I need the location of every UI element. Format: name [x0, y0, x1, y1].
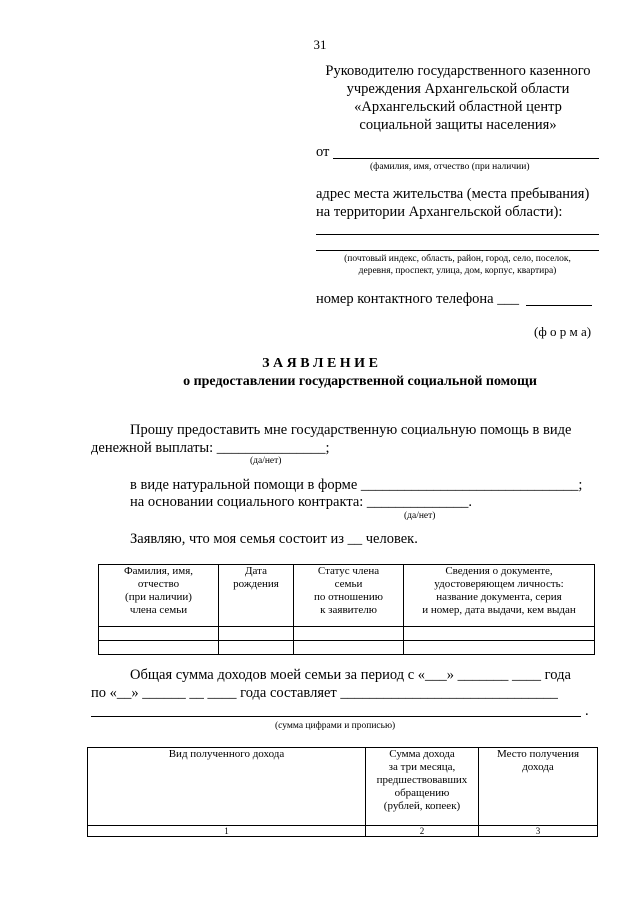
- addressee-line: «Архангельский областной центр: [354, 99, 562, 115]
- income-line-1: Общая сумма доходов моей семьи за период с «___» _______ ____ года: [130, 667, 571, 683]
- header-text: к заявителю: [320, 604, 377, 616]
- table-cell[interactable]: [219, 627, 294, 641]
- header-text: по отношению: [313, 591, 384, 603]
- sum-hint: (сумма цифрами и прописью): [275, 721, 396, 731]
- form-note: (ф о р м а): [534, 324, 592, 339]
- table-cell[interactable]: [99, 641, 219, 655]
- header-text: Место получения: [496, 748, 580, 760]
- header-cell: [219, 565, 294, 627]
- contract-line: на основании социального контракта: ______________.: [130, 494, 473, 510]
- header-text: удостоверяющем личность:: [434, 578, 564, 590]
- table-cell[interactable]: [404, 627, 595, 641]
- column-number: 1: [88, 826, 366, 837]
- header-cell: [404, 565, 595, 627]
- header-cell: [88, 748, 366, 826]
- header-text: Сведения о документе,: [445, 565, 553, 577]
- header-cell: [294, 565, 404, 627]
- from-label: от: [316, 144, 330, 160]
- table-cell[interactable]: [294, 641, 404, 655]
- header-text: название документа, серия: [436, 591, 562, 603]
- addressee-block: [316, 62, 600, 134]
- address-label-2: на территории Архангельской области):: [316, 204, 563, 220]
- fio-hint: (фамилия, имя, отчество (при наличии): [370, 162, 530, 172]
- table-header-row: [88, 748, 598, 826]
- fio-field[interactable]: [333, 158, 599, 159]
- table-cell[interactable]: [404, 641, 595, 655]
- table-number-row: [88, 826, 598, 837]
- request-line-1: Прошу предоставить мне государственную социальную помощь в виде: [130, 422, 572, 438]
- income-table: [87, 747, 598, 837]
- address-field-2[interactable]: [316, 250, 599, 251]
- family-size-line: Заявляю, что моя семья состоит из __ человек.: [130, 531, 418, 547]
- income-dot: .: [585, 703, 589, 719]
- request-line-2: денежной выплаты: _______________;: [91, 440, 330, 456]
- column-number: 3: [479, 826, 598, 837]
- income-sum-field[interactable]: [91, 716, 581, 717]
- family-table: [98, 564, 595, 655]
- column-number: 2: [366, 826, 479, 837]
- page-number: 31: [313, 37, 327, 52]
- header-cell: [99, 565, 219, 627]
- header-cell: [366, 748, 479, 826]
- address-hint-2: деревня, проспект, улица, дом, корпус, квартира): [358, 266, 557, 276]
- header-text: Фамилия, имя,: [123, 565, 193, 577]
- header-text: за три месяца,: [388, 761, 456, 773]
- table-row: [99, 627, 595, 641]
- header-text: Вид полученного дохода: [168, 748, 285, 760]
- header-text: (при наличии): [125, 591, 192, 603]
- header-text: Дата: [245, 565, 267, 577]
- header-text: предшествовавших: [376, 774, 468, 786]
- yesno-hint-2: (да/нет): [404, 511, 436, 521]
- addressee-line: социальной защиты населения»: [359, 117, 557, 133]
- header-text: рождения: [233, 578, 279, 590]
- phone-label: номер контактного телефона ___: [316, 291, 519, 307]
- header-text: обращению: [394, 787, 450, 799]
- address-field-1[interactable]: [316, 234, 599, 235]
- addressee-line: учреждения Архангельской области: [346, 81, 570, 97]
- header-text: дохода: [522, 761, 554, 773]
- income-line-2: по «__» ______ __ ____ года составляет ______________________________: [91, 685, 558, 701]
- address-hint-1: (почтовый индекс, область, район, город, село, поселок,: [344, 254, 571, 264]
- addressee-line: Руководителю государственного казенного: [325, 63, 591, 79]
- header-text: Сумма дохода: [389, 748, 455, 760]
- header-cell: [479, 748, 598, 826]
- header-text: отчество: [137, 578, 180, 590]
- address-label-1: адрес места жительства (места пребывания): [316, 186, 590, 202]
- header-text: и номер, дата выдачи, кем выдан: [422, 604, 576, 616]
- header-text: семьи: [334, 578, 363, 590]
- yesno-hint-1: (да/нет): [250, 456, 282, 466]
- table-cell[interactable]: [294, 627, 404, 641]
- document-title: З А Я В Л Е Н И Е: [262, 356, 378, 371]
- natural-aid-line: в виде натуральной помощи в форме ______________________________;: [130, 477, 583, 493]
- document-subtitle: о предоставлении государственной социальной помощи: [183, 374, 537, 389]
- header-text: (рублей, копеек): [383, 800, 461, 812]
- table-cell[interactable]: [99, 627, 219, 641]
- header-text: Статус члена: [317, 565, 380, 577]
- header-text: члена семьи: [129, 604, 188, 616]
- table-header-row: [99, 565, 595, 627]
- table-row: [99, 641, 595, 655]
- phone-field[interactable]: [526, 305, 592, 306]
- table-cell[interactable]: [219, 641, 294, 655]
